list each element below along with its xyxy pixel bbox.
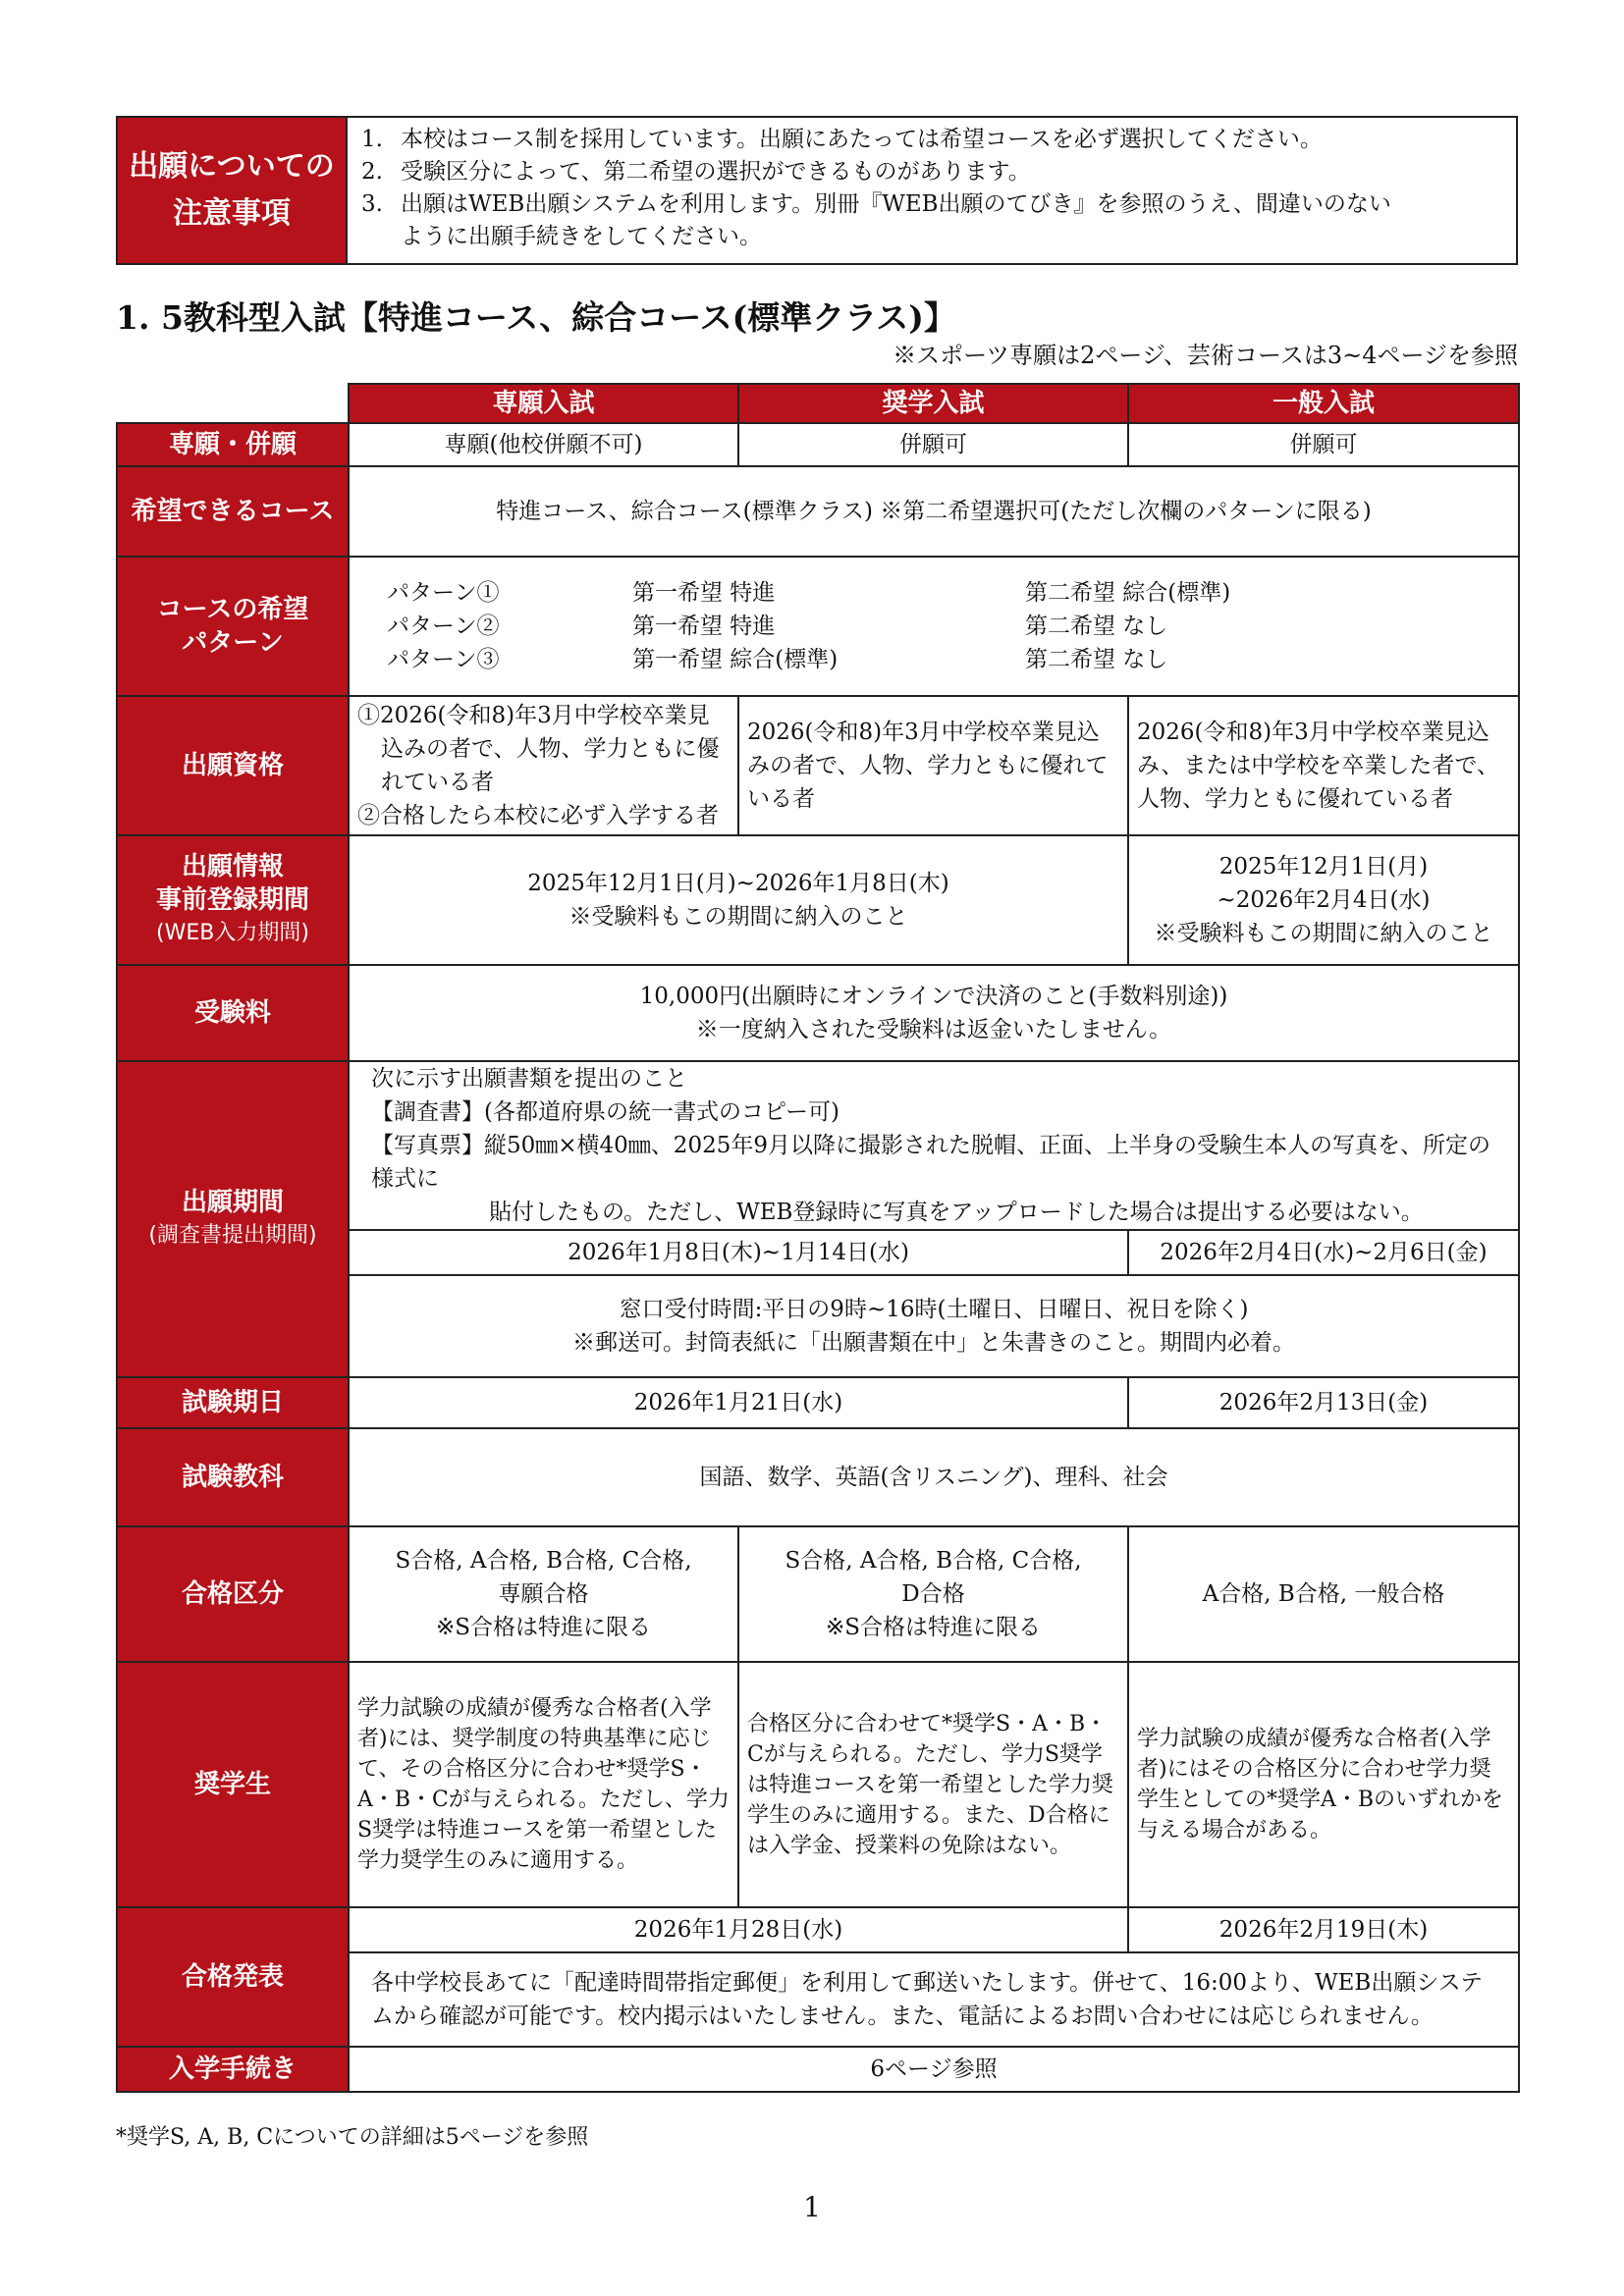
fee-line2: ※一度納入された受験料は返金いたしません。 bbox=[695, 1017, 1172, 1042]
cell: 併願可 bbox=[738, 423, 1128, 466]
notice-text: 出願はWEB出願システムを利用します。別冊『WEB出願のてびき』を参照のうえ、間違いのない bbox=[401, 191, 1391, 217]
qual-col1-a: ①2026(令和8)年3月中学校卒業見込みの者で、人物、学力ともに優れている者 bbox=[357, 703, 720, 795]
notice-item bbox=[361, 156, 1502, 188]
scholar-col2: 合格区分に合わせて*奨学S・A・B・Cが与えられる。ただし、学力S奨学は特進コースを第一希望とした学力奨学生のみに適用する。また、D合格には入学金、授業料の免除はない。 bbox=[738, 1662, 1128, 1907]
page-number: 1 bbox=[803, 2191, 821, 2223]
footnote: *奨学S, A, B, Cについての詳細は5ページを参照 bbox=[116, 2125, 589, 2150]
notice-text: ように出願手続きをしてください。 bbox=[401, 224, 762, 249]
app-intro: 次に示す出願書類を提出のこと bbox=[371, 1066, 687, 1092]
page bbox=[116, 116, 1518, 2151]
notice-list bbox=[348, 118, 1516, 263]
pattern-first: 第一希望 特進 bbox=[632, 614, 776, 639]
pattern-second: 第二希望 なし bbox=[1025, 647, 1168, 672]
app-doc2a: 【写真票】縦50㎜×横40㎜、2025年9月以降に撮影された脱帽、正面、上半身の受験生本人の写真を、所定の様式に bbox=[371, 1133, 1490, 1192]
pattern-row bbox=[357, 643, 1510, 676]
row-fee bbox=[117, 965, 1519, 1061]
notice-num: 1. bbox=[361, 127, 383, 152]
label-app-line1: 出願期間 bbox=[181, 1188, 284, 1217]
reg-col3-line2: ~2026年2月4日(水) bbox=[1217, 887, 1431, 913]
notice-item bbox=[361, 188, 1502, 221]
reg-col3 bbox=[1128, 835, 1519, 965]
header-senkan: 専願入試 bbox=[349, 384, 738, 423]
app-period3: 2026年2月4日(水)~2月6日(金) bbox=[1128, 1230, 1519, 1275]
reg-col12 bbox=[349, 835, 1128, 965]
pattern-first: 第一希望 綜合(標準) bbox=[632, 647, 839, 672]
reg-note: ※受験料もこの期間に納入のこと bbox=[568, 904, 908, 930]
app-mail: ※郵送可。封筒表紙に「出願書類在中」と朱書きのこと。期間内必着。 bbox=[572, 1330, 1295, 1356]
pattern-row bbox=[357, 576, 1510, 610]
pass-col3: A合格, B合格, 一般合格 bbox=[1128, 1526, 1519, 1662]
label-registration bbox=[117, 835, 349, 965]
fee-line1: 10,000円(出願時にオンラインで決済のこと(手数料別途)) bbox=[639, 984, 1228, 1009]
pass-col2 bbox=[738, 1526, 1128, 1662]
row-exam-date bbox=[117, 1377, 1519, 1428]
exam-table bbox=[116, 383, 1520, 2093]
application-docs bbox=[349, 1061, 1519, 1230]
qual-col1-b: ②合格したら本校に必ず入学する者 bbox=[357, 803, 719, 828]
course-text: 特進コース、綜合コース(標準クラス) ※第二希望選択可(ただし次欄のパターンに限る) bbox=[349, 466, 1519, 557]
notice-num bbox=[361, 221, 401, 253]
notice-text: 受験区分によって、第二希望の選択ができるものがあります。 bbox=[401, 159, 1031, 185]
label-enroll: 入学手続き bbox=[117, 2047, 349, 2092]
label-application bbox=[117, 1061, 349, 1377]
label-pattern-line1: コースの希望 bbox=[156, 595, 309, 624]
app-doc2b: 貼付したもの。ただし、WEB登録時に写真をアップロードした場合は提出する必要はない。 bbox=[489, 1200, 1424, 1225]
reg-col3-line1: 2025年12月1日(月) bbox=[1218, 854, 1429, 880]
label-app-line2: (調査書提出期間) bbox=[148, 1223, 317, 1248]
header-row bbox=[117, 384, 1519, 423]
label-fee: 受験料 bbox=[117, 965, 349, 1061]
pattern-name: パターン① bbox=[387, 580, 500, 606]
app-doc1: 【調査書】(各都道府県の統一書式のコピー可) bbox=[371, 1099, 840, 1125]
pattern-name: パターン③ bbox=[387, 647, 500, 672]
label-reg-line1: 出願情報 bbox=[181, 852, 284, 881]
section-note: ※スポーツ専願は2ページ、芸術コースは3~4ページを参照 bbox=[893, 342, 1518, 369]
label-exam-date: 試験期日 bbox=[117, 1377, 349, 1428]
row-enroll bbox=[117, 2047, 1519, 2092]
label-subjects: 試験教科 bbox=[117, 1428, 349, 1526]
header-blank bbox=[117, 384, 349, 423]
notice-num: 3. bbox=[361, 191, 383, 217]
label-pass: 合格区分 bbox=[117, 1526, 349, 1662]
header-shogaku: 奨学入試 bbox=[738, 384, 1128, 423]
label-qualification: 出願資格 bbox=[117, 696, 349, 835]
enroll-text: 6ページ参照 bbox=[349, 2047, 1519, 2092]
notice-num: 2. bbox=[361, 159, 383, 185]
app-window-cell bbox=[349, 1275, 1519, 1377]
pass-col1 bbox=[349, 1526, 738, 1662]
row-pass bbox=[117, 1526, 1519, 1662]
pass-col2-c: ※S合格は特進に限る bbox=[825, 1615, 1042, 1640]
reg-period: 2025年12月1日(月)~2026年1月8日(木) bbox=[527, 871, 949, 896]
notice-item bbox=[361, 221, 1502, 253]
pattern-row bbox=[357, 610, 1510, 643]
qual-col2: 2026(令和8)年3月中学校卒業見込みの者で、人物、学力ともに優れている者 bbox=[738, 696, 1128, 835]
scholar-col3: 学力試験の成績が優秀な合格者(入学者)にはその合格区分に合わせ学力奨学生としての*奨学A・Bのいずれかを与える場合がある。 bbox=[1128, 1662, 1519, 1907]
pattern-second: 第二希望 綜合(標準) bbox=[1025, 580, 1231, 606]
label-reg-line2: 事前登録期間 bbox=[155, 885, 309, 915]
notice-label bbox=[118, 118, 348, 263]
row-announce-date bbox=[117, 1907, 1519, 1952]
pattern-first: 第一希望 特進 bbox=[632, 580, 776, 606]
announce-col3: 2026年2月19日(木) bbox=[1128, 1907, 1519, 1952]
row-pattern bbox=[117, 557, 1519, 696]
pattern-name: パターン② bbox=[387, 614, 500, 639]
qual-col3: 2026(令和8)年3月中学校卒業見込み、または中学校を卒業した者で、人物、学力ともに優れている者 bbox=[1128, 696, 1519, 835]
notice-item bbox=[361, 124, 1502, 156]
pattern-cell bbox=[349, 557, 1519, 696]
announce-text: 各中学校長あてに「配達時間帯指定郵便」を利用して郵送いたします。併せて、16:00より、WEB出願システムから確認が可能です。校内掲示はいたしません。また、電話によるお問い合わせには応じられません。 bbox=[349, 1952, 1519, 2047]
label-pattern bbox=[117, 557, 349, 696]
notice-label-line2: 注意事項 bbox=[173, 196, 291, 231]
pass-col1-a: S合格, A合格, B合格, C合格, bbox=[395, 1548, 692, 1574]
exam-date-col3: 2026年2月13日(金) bbox=[1128, 1377, 1519, 1428]
label-pattern-line2: パターン bbox=[182, 628, 284, 658]
fee-cell bbox=[349, 965, 1519, 1061]
pass-col2-a: S合格, A合格, B合格, C合格, bbox=[785, 1548, 1082, 1574]
pass-col2-b: D合格 bbox=[901, 1581, 965, 1607]
header-ippan: 一般入試 bbox=[1128, 384, 1519, 423]
label-course: 希望できるコース bbox=[117, 466, 349, 557]
row-course bbox=[117, 466, 1519, 557]
row-subjects bbox=[117, 1428, 1519, 1526]
row-application-docs bbox=[117, 1061, 1519, 1230]
row-scholar bbox=[117, 1662, 1519, 1907]
notice-label-line1: 出願についての bbox=[129, 149, 335, 184]
row-registration bbox=[117, 835, 1519, 965]
notice-text: 本校はコース制を採用しています。出願にあたっては希望コースを必ず選択してください。 bbox=[401, 127, 1323, 152]
row-qualification bbox=[117, 696, 1519, 835]
label-senpei: 専願・併願 bbox=[117, 423, 349, 466]
label-reg-line3: (WEB入力期間) bbox=[156, 921, 309, 945]
app-period12: 2026年1月8日(木)~1月14日(水) bbox=[349, 1230, 1128, 1275]
subjects-text: 国語、数学、英語(含リスニング)、理科、社会 bbox=[349, 1428, 1519, 1526]
section-title: 1. 5教科型入試【特進コース、綜合コース(標準クラス)】 bbox=[116, 298, 956, 337]
cell: 併願可 bbox=[1128, 423, 1519, 466]
label-announce: 合格発表 bbox=[117, 1907, 349, 2047]
pass-col1-b: 専願合格 bbox=[498, 1581, 589, 1607]
reg-col3-note: ※受験料もこの期間に納入のこと bbox=[1154, 921, 1493, 946]
exam-date-col12: 2026年1月21日(水) bbox=[349, 1377, 1128, 1428]
notice-box bbox=[116, 116, 1518, 265]
pass-col1-c: ※S合格は特進に限る bbox=[435, 1615, 652, 1640]
announce-col12: 2026年1月28日(水) bbox=[349, 1907, 1128, 1952]
label-scholar: 奨学生 bbox=[117, 1662, 349, 1907]
pattern-second: 第二希望 なし bbox=[1025, 614, 1168, 639]
cell: 専願(他校併願不可) bbox=[349, 423, 738, 466]
row-senpei bbox=[117, 423, 1519, 466]
app-window: 窓口受付時間:平日の9時~16時(土曜日、日曜日、祝日を除く) bbox=[619, 1297, 1249, 1322]
qual-col1 bbox=[349, 696, 738, 835]
scholar-col1: 学力試験の成績が優秀な合格者(入学者)には、奨学制度の特典基準に応じて、その合格区分に合わせ*奨学S・A・B・Cが与えられる。ただし、学力S奨学は特進コースを第一希望とした学力奨学生のみに適用する。 bbox=[349, 1662, 738, 1907]
